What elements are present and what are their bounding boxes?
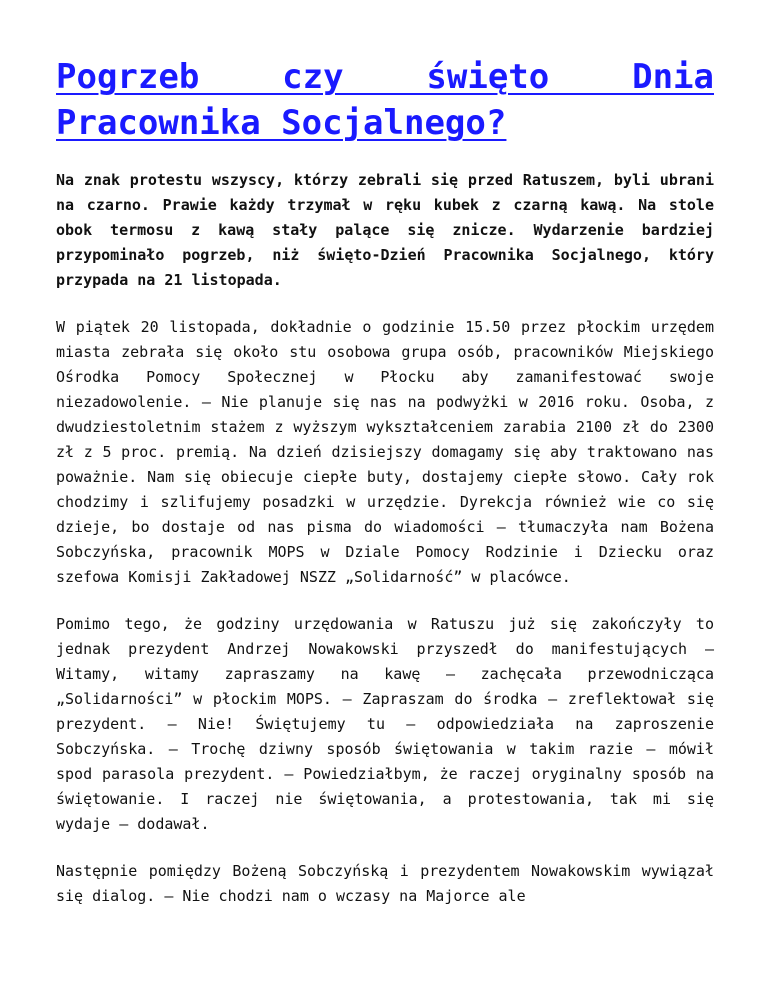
article (56, 54, 714, 931)
article-paragraph: Następnie pomiędzy Bożeną Sobczyńską i prezydentem Nowakowskim wywiązał się dialog. – Nie chodzi nam o wczasy na Majorce ale (56, 862, 714, 905)
article-paragraph: Pomimo tego, że godziny urzędowania w Ratuszu już się zakończyły to jednak prezydent Andrzej Nowakowski przyszedł do manifestujących – Witamy, witamy zapraszamy na kawę – zachęcała przewodnicząca „Solidarności” w płockim MOPS. – Zapraszam do środka – zreflektował się prezydent. – Nie! Świętujemy tu – odpowiedziała na zaproszenie Sobczyńska. – Trochę dziwny sposób świętowania w takim razie – mówił spod parasola prezydent. – Powiedziałbym, że raczej oryginalny sposób na świętowanie. I raczej nie świętowania, a protestowania, tak mi się wydaje – dodawał. (56, 615, 714, 833)
article-lead: Na znak protestu wszyscy, którzy zebrali się przed Ratuszem, byli ubrani na czarno. Prawie każdy trzymał w ręku kubek z czarną kawą. Na stole obok termosu z kawą stały palące się znicze. Wydarzenie bardziej przypominało pogrzeb, niż święto-Dzień Pracownika Socjalnego, który przypada na 21 listopada. (56, 171, 714, 289)
article-paragraph: W piątek 20 listopada, dokładnie o godzinie 15.50 przez płockim urzędem miasta zebrała się około stu osobowa grupa osób, pracowników Miejskiego Ośrodka Pomocy Społecznej w Płocku aby zamanifestować swoje niezadowolenie. – Nie planuje się nas na podwyżki w 2016 roku. Osoba, z dwudziestoletnim stażem z wyższym wykształceniem zarabia 2100 zł do 2300 zł z 5 proc. premią. Na dzień dzisiejszy domagamy się aby traktowano nas poważnie. Nam się obiecuje ciepłe buty, dostajemy ciepłe słowo. Cały rok chodzimy i szlifujemy posadzki w urzędzie. Dyrekcja również wie co się dzieje, bo dostaje od nas pisma do wiadomości – tłumaczyła nam Bożena Sobczyńska, pracownik MOPS w Dziale Pomocy Rodzinie i Dziecku oraz szefowa Komisji Zakładowej NSZZ „Solidarność” w placówce. (56, 318, 714, 586)
article-title-link[interactable]: Pogrzeb czy święto Dnia Pracownika Socjalnego? (56, 57, 714, 143)
article-title[interactable] (56, 54, 714, 146)
